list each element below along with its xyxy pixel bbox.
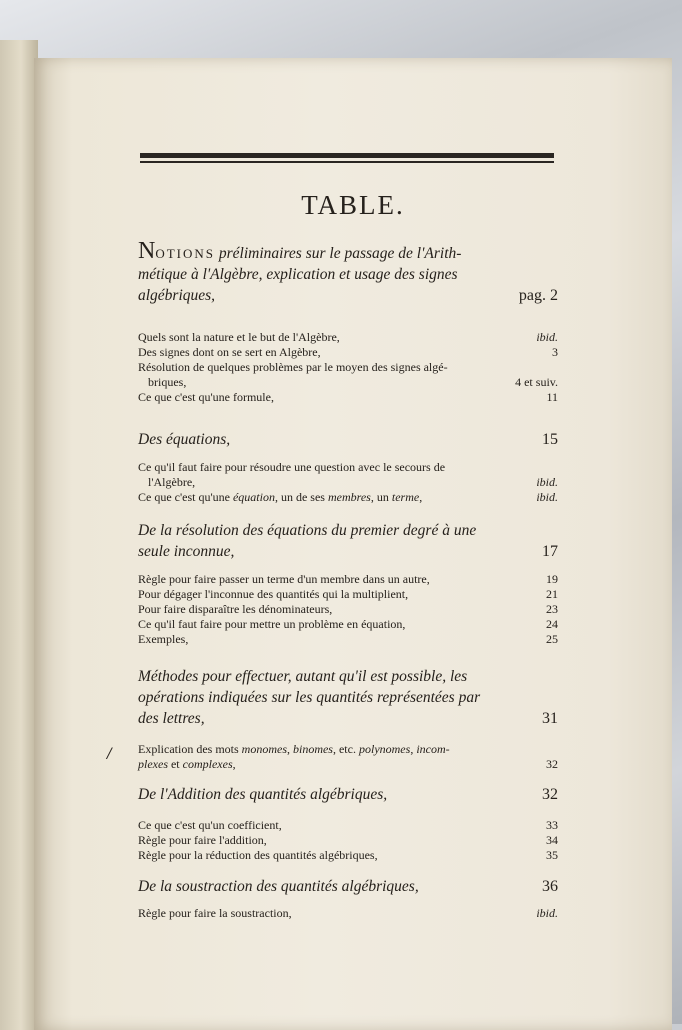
section-methodes bbox=[138, 666, 558, 729]
entry-text-italic: terme bbox=[391, 490, 420, 504]
entry-text bbox=[138, 742, 450, 757]
section-page: 31 bbox=[542, 710, 558, 727]
section-page: 32 bbox=[542, 786, 558, 803]
toc-entry bbox=[138, 572, 558, 587]
toc-entry bbox=[138, 617, 558, 632]
entries-group-6 bbox=[138, 906, 558, 921]
entry-text-part: , bbox=[232, 757, 236, 771]
section-line bbox=[138, 285, 558, 306]
entry-text: Ce qu'il faut faire pour résoudre une question avec le secours de bbox=[138, 460, 446, 474]
entry-text-italic: incom- bbox=[416, 742, 450, 756]
entry-text-part: , bbox=[419, 490, 423, 504]
toc-entry bbox=[138, 818, 558, 833]
entry-text-part: Explication des mots bbox=[138, 742, 242, 756]
entry-text: Règle pour la réduction des quantités algébriques, bbox=[138, 848, 378, 862]
entry-page: 25 bbox=[546, 632, 558, 646]
entry-text-italic: équation bbox=[232, 490, 275, 504]
entry-text: Pour faire disparaître les dénominateurs, bbox=[138, 602, 333, 616]
entry-page: 4 et suiv. bbox=[515, 375, 558, 389]
entry-text bbox=[138, 757, 236, 772]
toc-entry bbox=[138, 742, 558, 757]
entry-page: 34 bbox=[546, 833, 558, 847]
entry-page: 33 bbox=[546, 818, 558, 832]
section-line bbox=[138, 429, 558, 450]
entry-text-italic: monomes bbox=[241, 742, 287, 756]
toc-entry bbox=[138, 475, 558, 490]
section-text: algébriques, bbox=[138, 287, 216, 304]
toc-entry bbox=[138, 345, 558, 360]
entry-text-italic: polynomes bbox=[358, 742, 411, 756]
section-page: 36 bbox=[542, 878, 558, 895]
section-page: 15 bbox=[542, 431, 558, 448]
entry-text: Règle pour faire l'addition, bbox=[138, 833, 267, 847]
toc-entry bbox=[138, 632, 558, 647]
section-text: des lettres, bbox=[138, 710, 205, 727]
entry-page: 11 bbox=[546, 390, 558, 404]
section-line bbox=[138, 708, 558, 729]
entry-page: 3 bbox=[552, 345, 558, 359]
section-addition bbox=[138, 784, 558, 805]
section-soustraction bbox=[138, 876, 558, 897]
entry-text: l'Algèbre, bbox=[148, 475, 196, 489]
drop-cap: N bbox=[138, 238, 156, 264]
entry-page: 21 bbox=[546, 587, 558, 601]
header-rule-thin bbox=[140, 161, 554, 163]
entry-text-part: , bbox=[286, 742, 293, 756]
entry-text: briques, bbox=[148, 375, 187, 389]
stray-pencil-mark: / bbox=[107, 746, 112, 762]
entries-group-4 bbox=[138, 742, 558, 772]
entry-page: 23 bbox=[546, 602, 558, 616]
entry-text-italic: plexes bbox=[138, 757, 168, 771]
book-spine bbox=[0, 40, 38, 1030]
toc-entry bbox=[138, 390, 558, 405]
toc-entry bbox=[138, 833, 558, 848]
small-caps-word: OTIONS bbox=[155, 246, 216, 261]
toc-entry bbox=[138, 602, 558, 617]
entry-text-part: , un bbox=[370, 490, 392, 504]
section-resolution bbox=[138, 520, 558, 562]
entry-text-italic: binomes bbox=[292, 742, 333, 756]
entry-page: ibid. bbox=[536, 490, 558, 504]
entry-page: 19 bbox=[546, 572, 558, 586]
entry-page: 35 bbox=[546, 848, 558, 862]
entries-group-1 bbox=[138, 330, 558, 405]
entry-text: Pour dégager l'inconnue des quantités qui la multiplient, bbox=[138, 587, 409, 601]
toc-entry bbox=[138, 360, 558, 375]
toc-entry bbox=[138, 906, 558, 921]
entry-text-part: et bbox=[167, 757, 183, 771]
entries-group-3 bbox=[138, 572, 558, 647]
toc-entry bbox=[138, 330, 558, 345]
entries-group-2 bbox=[138, 460, 558, 505]
entry-text-italic: complexes bbox=[182, 757, 233, 771]
entry-text-italic: membres bbox=[327, 490, 371, 504]
section-notions bbox=[138, 238, 558, 306]
section-line: opérations indiquées sur les quantités représentées par bbox=[138, 689, 481, 706]
entry-text-part: , bbox=[410, 742, 417, 756]
section-line bbox=[138, 238, 558, 264]
toc-entry bbox=[138, 848, 558, 863]
section-line: Méthodes pour effectuer, autant qu'il est possible, les bbox=[138, 668, 468, 685]
entry-page: ibid. bbox=[536, 330, 558, 344]
section-text: De l'Addition des quantités algébriques, bbox=[138, 786, 388, 803]
toc-entry bbox=[138, 490, 558, 505]
toc-entry bbox=[138, 587, 558, 602]
entry-page: 24 bbox=[546, 617, 558, 631]
entry-text bbox=[138, 490, 422, 505]
entry-text: Des signes dont on se sert en Algèbre, bbox=[138, 345, 321, 359]
section-text: De la soustraction des quantités algébriques, bbox=[138, 878, 419, 895]
entry-text: Exemples, bbox=[138, 632, 189, 646]
entry-text: Résolution de quelques problèmes par le moyen des signes algé- bbox=[138, 360, 448, 374]
entry-text: Quels sont la nature et le but de l'Algèbre, bbox=[138, 330, 340, 344]
entry-page: 32 bbox=[546, 757, 558, 771]
section-equations bbox=[138, 429, 558, 450]
section-page: pag. 2 bbox=[518, 287, 558, 304]
book-page bbox=[34, 58, 672, 1030]
section-line bbox=[138, 541, 558, 562]
toc-entry bbox=[138, 757, 558, 772]
section-line bbox=[138, 876, 558, 897]
entry-text: Ce qu'il faut faire pour mettre un problème en équation, bbox=[138, 617, 406, 631]
entries-group-5 bbox=[138, 818, 558, 863]
section-text: Des équations, bbox=[138, 431, 231, 448]
entry-text-part: , un de ses bbox=[274, 490, 328, 504]
header-rule-thick bbox=[140, 153, 554, 158]
entry-text: Ce que c'est qu'un coefficient, bbox=[138, 818, 282, 832]
entry-page: ibid. bbox=[536, 906, 558, 920]
entry-text: Règle pour faire la soustraction, bbox=[138, 906, 292, 920]
section-line bbox=[138, 784, 558, 805]
page-title: TABLE. bbox=[301, 190, 405, 220]
section-page: 17 bbox=[542, 543, 558, 560]
section-line: métique à l'Algèbre, explication et usage des signes bbox=[138, 266, 458, 283]
section-text: préliminaires sur le passage de l'Arith- bbox=[215, 245, 462, 262]
entry-text: Ce que c'est qu'une formule, bbox=[138, 390, 274, 404]
section-text: seule inconnue, bbox=[138, 543, 235, 560]
entry-page: ibid. bbox=[536, 475, 558, 489]
toc-entry bbox=[138, 375, 558, 390]
entry-text-part: Ce que c'est qu'une bbox=[138, 490, 233, 504]
entry-text: Règle pour faire passer un terme d'un membre dans un autre, bbox=[138, 572, 430, 586]
section-line: De la résolution des équations du premier degré à une bbox=[138, 522, 477, 539]
entry-text-part: , etc. bbox=[332, 742, 359, 756]
toc-entry bbox=[138, 460, 558, 475]
